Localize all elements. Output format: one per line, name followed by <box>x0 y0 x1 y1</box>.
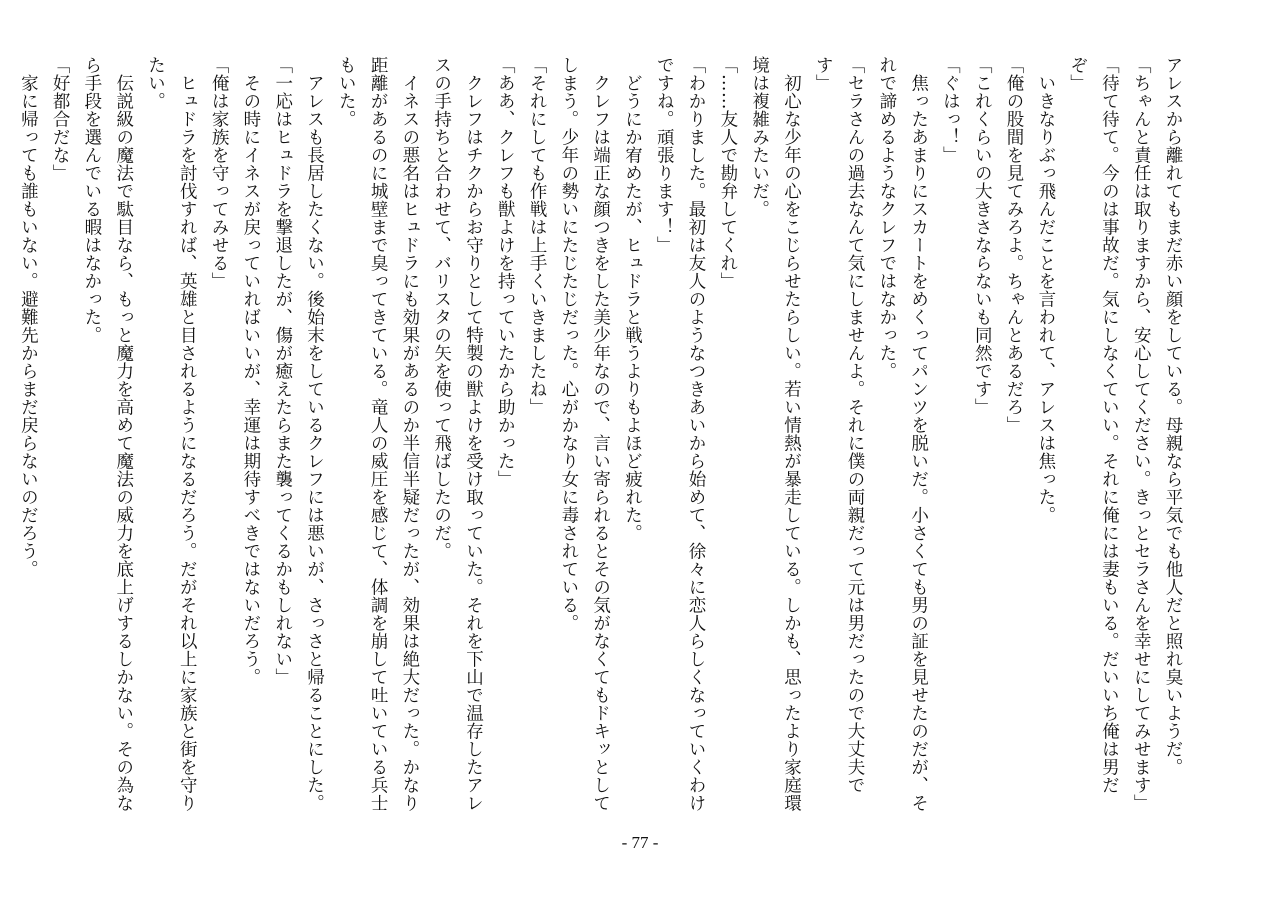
paragraph: 初心な少年の心をこじらせたらしい。若い情熱が暴走している。しかも、思ったより家庭環境は複雑みたいだ。 <box>749 56 802 812</box>
paragraph: アレスも長居したくない。後始末をしているクレフには悪いが、さっさと帰ることにした。 <box>304 56 325 812</box>
paragraph: 焦ったあまりにスカートをめくってパンツを脱いだ。小さくても男の証を見せたのだが、それで諦めるようなクレフではなかった。 <box>876 56 929 812</box>
paragraph: いきなりぶっ飛んだことを言われて、アレスは焦った。 <box>1035 56 1056 524</box>
paragraph: 「これくらいの大きさならないも同然です」 <box>972 56 993 416</box>
paragraph: イネスの悪名はヒュドラにも効果があるのか半信半疑だったが、効果は絶大だった。かなり距離があるのに城壁まで臭ってきている。竜人の威圧を感じて、体調を崩して吐いている兵士もいた。 <box>336 56 420 812</box>
paragraph: 「待て待て。今のは事故だ。気にしなくていい。それに俺には妻もいる。だいいち俺は男だぞ」 <box>1067 56 1120 794</box>
paragraph: 「……友人で勘弁してくれ」 <box>717 56 738 290</box>
paragraph: 「俺は家族を守ってみせる」 <box>209 56 230 290</box>
paragraph: 「ぐはっ！」 <box>940 56 961 164</box>
paragraph: アレスから離れてもまだ赤い顔をしている。母親なら平気でも他人だと照れ臭いようだ。 <box>1163 56 1183 776</box>
paragraph: クレフはチクからお守りとして特製の獣よけを受け取っていた。それを下山で温存したアレスの手持ちと合わせて、バリスタの矢を使って飛ばしたのだ。 <box>431 56 484 812</box>
paragraph: 「それにしても作戦は上手くいきましたね」 <box>527 56 548 416</box>
paragraph: ヒュドラを討伐すれば、英雄と目されるようになるだろう。だがそれ以上に家族と街を守りたい。 <box>145 56 198 812</box>
paragraph: どうにか宥めたが、ヒュドラと戦うよりもよほど疲れた。 <box>622 56 643 542</box>
body-text <box>18 56 1188 816</box>
page-number: - 77 - <box>621 833 659 852</box>
paragraph: その時にイネスが戻っていればいいが、幸運は期待すべきではないだろう。 <box>240 56 261 686</box>
paragraph: 「セラさんの過去なんて気にしませんよ。それに僕の両親だって元は男だったので大丈夫です」 <box>813 56 866 794</box>
paragraph: 「ああ、クレフも獣よけを持っていたから助かった」 <box>495 56 516 488</box>
paragraph: クレフは端正な顔つきをした美少年なので、言い寄られるとその気がなくてもドキッとしてしまう。少年の勢いにたじたじだった。心がかなり女に毒されている。 <box>558 56 611 812</box>
paragraph: 「好都合だな」 <box>50 56 71 182</box>
paragraph: 「俺の股間を見てみろよ。ちゃんとあるだろ」 <box>1004 56 1025 434</box>
paragraph: 伝説級の魔法で駄目なら、もっと魔力を高めて魔法の威力を底上げするしかない。その為なら手段を選んでいる暇はなかった。 <box>81 56 134 812</box>
paragraph: 「わかりました。最初は友人のようなつきあいから始めて、徐々に恋人らしくなっていくわけですね。頑張ります！」 <box>654 56 707 812</box>
paragraph: 「ちゃんと責任は取りますから、安心してください。きっとセラさんを幸せにしてみせます」 <box>1131 56 1152 812</box>
paragraph: 家に帰っても誰もいない。避難先からまだ戻らないのだろう。 <box>18 56 39 578</box>
paragraph: 「一応はヒュドラを撃退したが、傷が癒えたらまた襲ってくるかもしれない」 <box>272 56 293 686</box>
